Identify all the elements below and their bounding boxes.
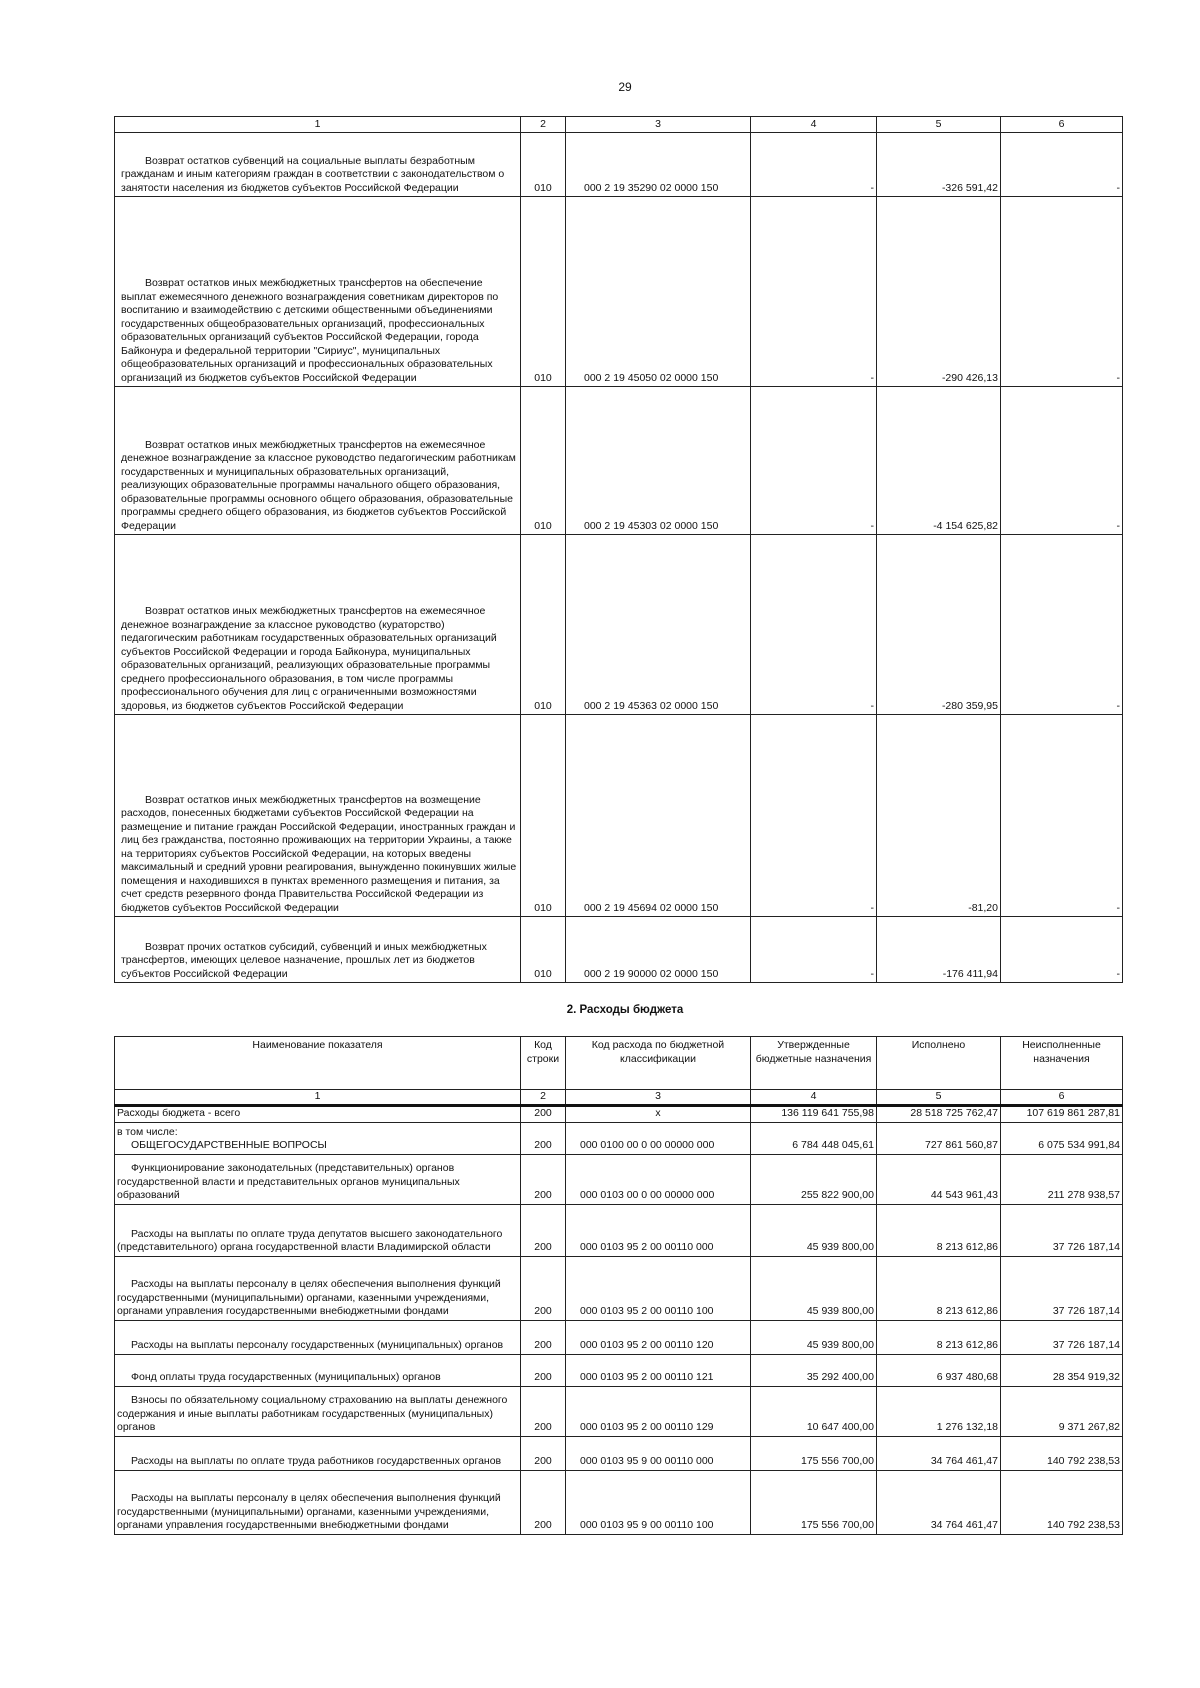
table-row — [115, 1154, 1123, 1204]
line-code: 200 — [521, 1122, 566, 1154]
table-row — [115, 1386, 1123, 1436]
budget-classification-code: 000 2 19 35290 02 0000 150 — [566, 133, 751, 197]
executed-amount: -4 154 625,82 — [877, 387, 1001, 535]
line-code: 010 — [521, 917, 566, 983]
table-row — [115, 1204, 1123, 1256]
remaining-amount: - — [1001, 387, 1123, 535]
budget-classification-code: 000 2 19 45694 02 0000 150 — [566, 715, 751, 917]
indicator-name: Расходы на выплаты по оплате труда депутатов высшего законодательного (представительного) органа государственной власти Владимирской области — [115, 1204, 521, 1256]
indicator-name: Функционирование законодательных (представительных) органов государственной власти и представительных органов муниципальных образований — [115, 1154, 521, 1204]
in-that-label: в том числе: — [117, 1125, 178, 1138]
table-row — [115, 387, 1123, 535]
indicator-name: Расходы на выплаты по оплате труда работников государственных органов — [115, 1436, 521, 1470]
budget-classification-code: 000 2 19 45050 02 0000 150 — [566, 197, 751, 387]
approved-amount: - — [751, 387, 877, 535]
indicator-name: Возврат остатков иных межбюджетных трансфертов на ежемесячное денежное вознаграждение за классное руководство педагогическим работникам государственных и муниципальных образовательных организаций, реализующих образовательные программы начального общего образования, образовательные программы основного общего образования, образовательные программы среднего общего образования, из бюджетов субъектов Российской Федерации — [115, 387, 521, 535]
executed-amount: -326 591,42 — [877, 133, 1001, 197]
approved-amount: 45 939 800,00 — [751, 1256, 877, 1320]
header-approved: Утвержденные бюджетные назначения — [751, 1037, 877, 1090]
approved-amount: 35 292 400,00 — [751, 1354, 877, 1386]
remaining-amount: - — [1001, 197, 1123, 387]
executed-amount: 6 937 480,68 — [877, 1354, 1001, 1386]
header-classification-code: Код расхода по бюджетной классификации — [566, 1037, 751, 1090]
remaining-amount: 37 726 187,14 — [1001, 1320, 1123, 1354]
approved-amount: - — [751, 133, 877, 197]
page-number: 29 — [618, 80, 632, 94]
budget-classification-code: 000 0103 95 9 00 00110 000 — [566, 1436, 751, 1470]
header-remaining: Неисполненные назначения — [1001, 1037, 1123, 1090]
table-row — [115, 1320, 1123, 1354]
table-row — [115, 1354, 1123, 1386]
line-code: 010 — [521, 387, 566, 535]
indicator-name: Возврат прочих остатков субсидий, субвенций и иных межбюджетных трансфертов, имеющих целевое назначение, прошлых лет из бюджетов субъектов Российской Федерации — [115, 917, 521, 983]
remaining-amount: 140 792 238,53 — [1001, 1436, 1123, 1470]
column-number-row — [115, 117, 1123, 133]
col-number-1: 1 — [115, 1090, 521, 1106]
approved-amount: - — [751, 535, 877, 715]
col-number-6: 6 — [1001, 1090, 1123, 1106]
budget-classification-code: 000 0100 00 0 00 00000 000 — [566, 1122, 751, 1154]
remaining-amount: - — [1001, 535, 1123, 715]
remaining-amount: 9 371 267,82 — [1001, 1386, 1123, 1436]
approved-amount: 6 784 448 045,61 — [751, 1122, 877, 1154]
remaining-amount: 107 619 861 287,81 — [1001, 1106, 1123, 1123]
header-row — [115, 1037, 1123, 1090]
budget-classification-code: 000 0103 95 2 00 00110 129 — [566, 1386, 751, 1436]
income-returns-table — [114, 116, 1123, 983]
executed-amount: 727 861 560,87 — [877, 1122, 1001, 1154]
line-code: 200 — [521, 1386, 566, 1436]
executed-amount: -290 426,13 — [877, 197, 1001, 387]
remaining-amount: 140 792 238,53 — [1001, 1470, 1123, 1534]
budget-classification-code: 000 0103 00 0 00 00000 000 — [566, 1154, 751, 1204]
line-code: 200 — [521, 1154, 566, 1204]
approved-amount: 10 647 400,00 — [751, 1386, 877, 1436]
col-number-3: 3 — [566, 117, 751, 133]
remaining-amount: 37 726 187,14 — [1001, 1256, 1123, 1320]
budget-classification-code: 000 0103 95 2 00 00110 100 — [566, 1256, 751, 1320]
executed-amount: 34 764 461,47 — [877, 1470, 1001, 1534]
approved-amount: 45 939 800,00 — [751, 1204, 877, 1256]
line-code: 200 — [521, 1106, 566, 1123]
budget-classification-code: 000 2 19 45363 02 0000 150 — [566, 535, 751, 715]
executed-amount: -81,20 — [877, 715, 1001, 917]
approved-amount: 136 119 641 755,98 — [751, 1106, 877, 1123]
approved-amount: - — [751, 715, 877, 917]
indicator-name: Возврат остатков иных межбюджетных трансфертов на возмещение расходов, понесенных бюджетами субъектов Российской Федерации на размещение и питание граждан Российской Федерации, иностранных граждан и лиц без гражданства, постоянно проживающих на территории Украины, а также на территориях субъектов Российской Федерации, на которых введены максимальный и средний уровни реагирования, вынужденно покинувших жилые помещения и находившихся в пунктах временного размещения и питания, за счет средств резервного фонда Правительства Российской Федерации из бюджетов субъектов Российской Федерации — [115, 715, 521, 917]
indicator-name: Расходы на выплаты персоналу в целях обеспечения выполнения функций государственными (муниципальными) органами, казенными учреждениями, органами управления государственными внебюджетными фондами — [115, 1470, 521, 1534]
approved-amount: 175 556 700,00 — [751, 1436, 877, 1470]
indicator-name: Возврат остатков иных межбюджетных трансфертов на ежемесячное денежное вознаграждение за классное руководство (кураторство) педагогическим работникам государственных образовательных организаций субъектов Российской Федерации и города Байконура, муниципальных образовательных организаций, реализующих образовательные программы среднего профессионального образования, в том числе программы профессионального обучения для лиц с ограниченными возможностями здоровья, из бюджетов субъектов Российской Федерации — [115, 535, 521, 715]
col-number-3: 3 — [566, 1090, 751, 1106]
total-row — [115, 1106, 1123, 1123]
indicator-name: Расходы на выплаты персоналу государственных (муниципальных) органов — [115, 1320, 521, 1354]
indicator-name: Расходы на выплаты персоналу в целях обеспечения выполнения функций государственными (муниципальными) органами, казенными учреждениями, органами управления государственными внебюджетными фондами — [115, 1256, 521, 1320]
remaining-amount: - — [1001, 715, 1123, 917]
line-code: 010 — [521, 197, 566, 387]
indicator-name: Возврат остатков иных межбюджетных трансфертов на обеспечение выплат ежемесячного денежного вознаграждения советникам директоров по воспитанию и взаимодействию с детскими общественными объединениями государственных общеобразовательных организаций, профессиональных образовательных организаций субъектов Российской Федерации, города Байконура и федеральной территории "Сириус", муниципальных общеобразовательных организаций и профессиональных образовательных организаций из бюджетов субъектов Российской Федерации — [115, 197, 521, 387]
line-code: 010 — [521, 715, 566, 917]
table-row — [115, 1122, 1123, 1154]
budget-classification-code: 000 0103 95 2 00 00110 121 — [566, 1354, 751, 1386]
expenses-table — [114, 1036, 1123, 1535]
indicator-name: Возврат остатков субвенций на социальные выплаты безработным гражданам и иным категориям граждан в соответствии с законодательством о занятости населения из бюджетов субъектов Российской Федерации — [115, 133, 521, 197]
executed-amount: 8 213 612,86 — [877, 1204, 1001, 1256]
col-number-5: 5 — [877, 117, 1001, 133]
executed-amount: 28 518 725 762,47 — [877, 1106, 1001, 1123]
approved-amount: 45 939 800,00 — [751, 1320, 877, 1354]
remaining-amount: 28 354 919,32 — [1001, 1354, 1123, 1386]
line-code: 200 — [521, 1204, 566, 1256]
executed-amount: 8 213 612,86 — [877, 1256, 1001, 1320]
table-row — [115, 133, 1123, 197]
line-code: 200 — [521, 1256, 566, 1320]
line-code: 200 — [521, 1436, 566, 1470]
line-code: 010 — [521, 535, 566, 715]
line-code: 200 — [521, 1470, 566, 1534]
header-executed: Исполнено — [877, 1037, 1001, 1090]
budget-classification-code: x — [566, 1106, 751, 1123]
budget-classification-code: 000 0103 95 2 00 00110 000 — [566, 1204, 751, 1256]
remaining-amount: 37 726 187,14 — [1001, 1204, 1123, 1256]
col-number-6: 6 — [1001, 117, 1123, 133]
indicator-name: в том числе: ОБЩЕГОСУДАРСТВЕННЫЕ ВОПРОСЫ — [115, 1122, 521, 1154]
col-number-2: 2 — [521, 117, 566, 133]
line-code: 010 — [521, 133, 566, 197]
budget-classification-code: 000 0103 95 9 00 00110 100 — [566, 1470, 751, 1534]
executed-amount: -280 359,95 — [877, 535, 1001, 715]
executed-amount: 44 543 961,43 — [877, 1154, 1001, 1204]
table-row — [115, 1436, 1123, 1470]
table-row — [115, 1470, 1123, 1534]
table-row — [115, 535, 1123, 715]
approved-amount: - — [751, 197, 877, 387]
indicator-name: Взносы по обязательному социальному страхованию на выплаты денежного содержания и иные выплаты работникам государственных (муниципальных) органов — [115, 1386, 521, 1436]
executed-amount: 8 213 612,86 — [877, 1320, 1001, 1354]
indicator-name: Фонд оплаты труда государственных (муниципальных) органов — [115, 1354, 521, 1386]
header-indicator-name: Наименование показателя — [115, 1037, 521, 1090]
executed-amount: 1 276 132,18 — [877, 1386, 1001, 1436]
table-row — [115, 715, 1123, 917]
header-line-code: Код строки — [521, 1037, 566, 1090]
col-number-2: 2 — [521, 1090, 566, 1106]
budget-classification-code: 000 2 19 90000 02 0000 150 — [566, 917, 751, 983]
col-number-5: 5 — [877, 1090, 1001, 1106]
table-row — [115, 1256, 1123, 1320]
column-number-row — [115, 1090, 1123, 1106]
budget-classification-code: 000 0103 95 2 00 00110 120 — [566, 1320, 751, 1354]
approved-amount: 175 556 700,00 — [751, 1470, 877, 1534]
col-number-4: 4 — [751, 117, 877, 133]
table-row — [115, 197, 1123, 387]
executed-amount: 34 764 461,47 — [877, 1436, 1001, 1470]
executed-amount: -176 411,94 — [877, 917, 1001, 983]
approved-amount: 255 822 900,00 — [751, 1154, 877, 1204]
section-title: 2. Расходы бюджета — [566, 1004, 684, 1016]
table-row — [115, 917, 1123, 983]
approved-amount: - — [751, 917, 877, 983]
remaining-amount: - — [1001, 917, 1123, 983]
line-code: 200 — [521, 1320, 566, 1354]
remaining-amount: 211 278 938,57 — [1001, 1154, 1123, 1204]
col-number-4: 4 — [751, 1090, 877, 1106]
total-name: Расходы бюджета - всего — [115, 1106, 521, 1123]
budget-classification-code: 000 2 19 45303 02 0000 150 — [566, 387, 751, 535]
remaining-amount: - — [1001, 133, 1123, 197]
line-code: 200 — [521, 1354, 566, 1386]
col-number-1: 1 — [115, 117, 521, 133]
remaining-amount: 6 075 534 991,84 — [1001, 1122, 1123, 1154]
